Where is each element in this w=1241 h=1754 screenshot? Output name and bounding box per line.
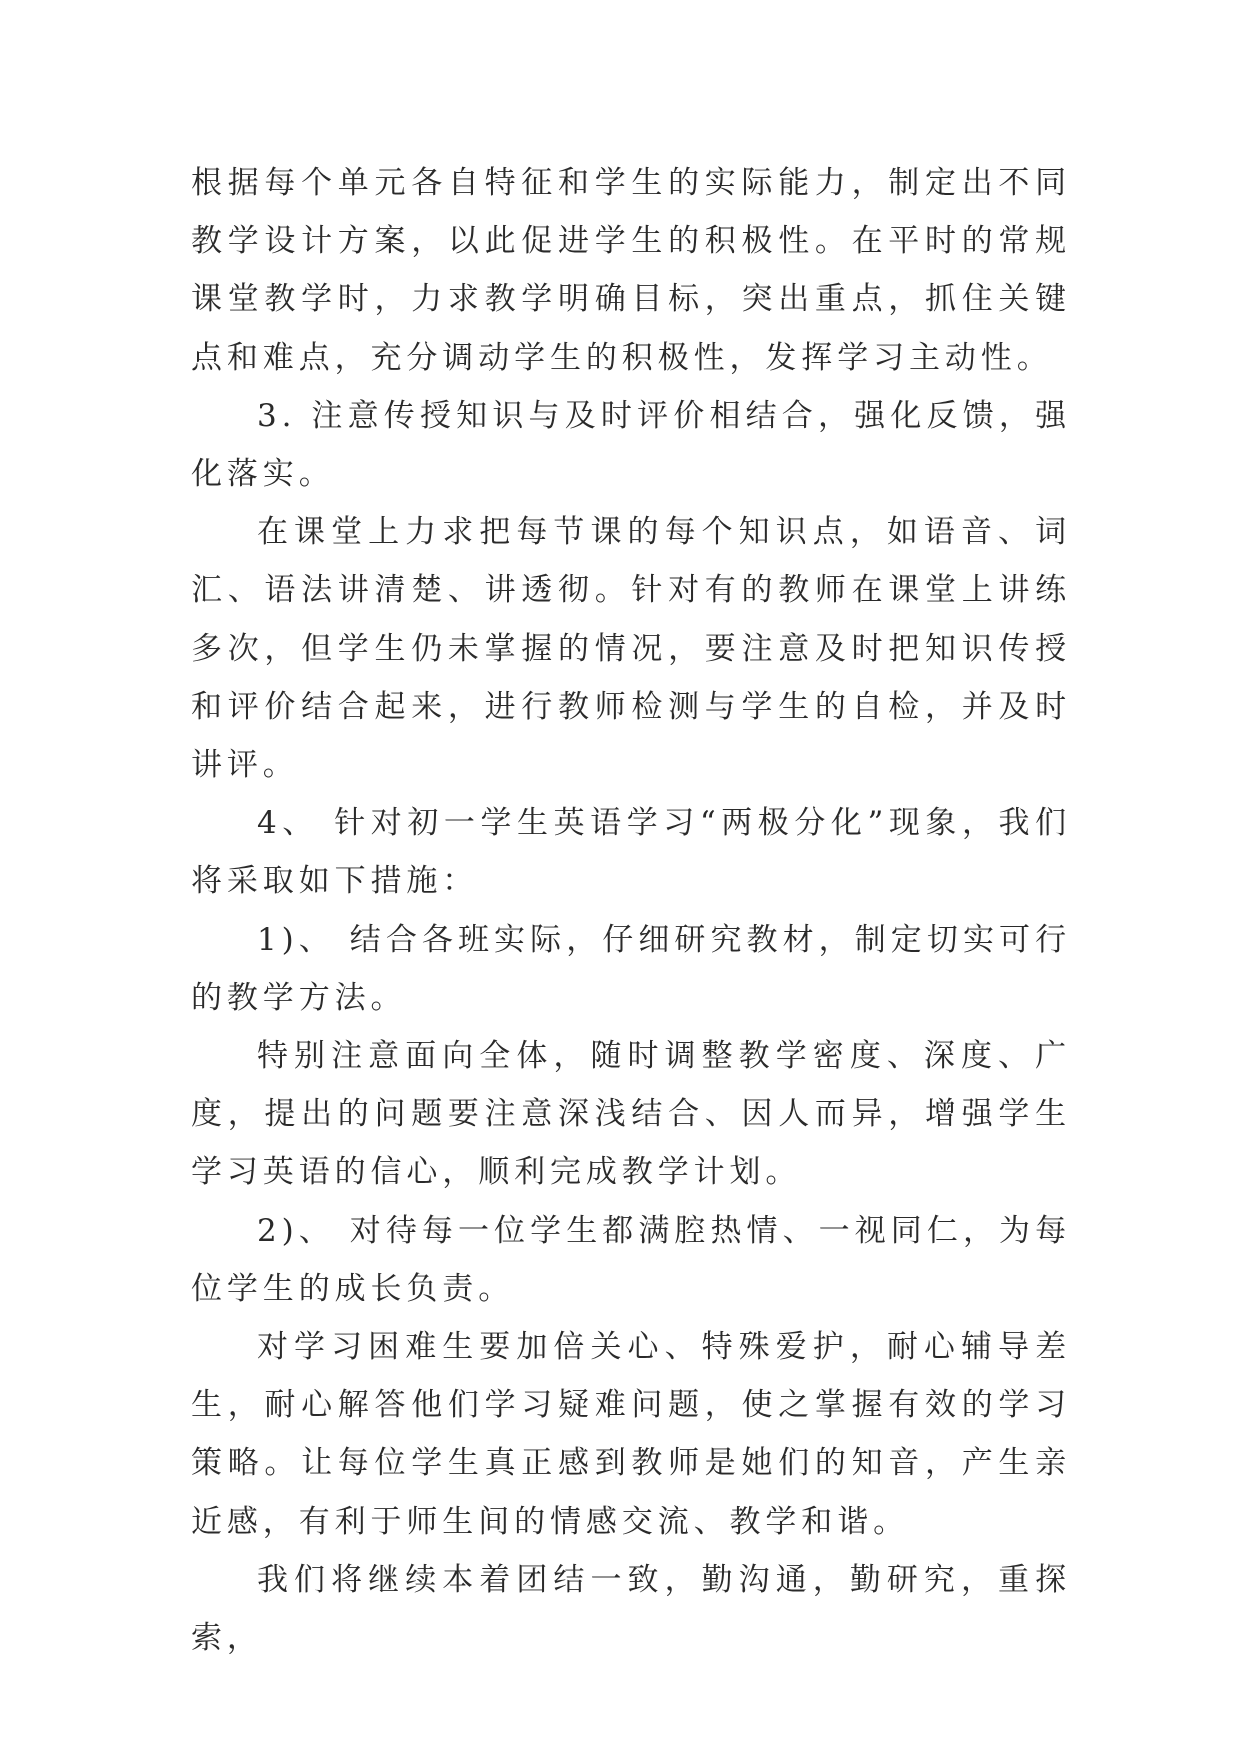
paragraph-measure-2-detail: 对学习困难生要加倍关心、特殊爱护，耐心辅导差生，耐心解答他们学习疑难问题，使之掌握有效的学习策略。让每位学生真正感到教师是她们的知音，产生亲近感，有利于师生间的情感交流、教学和谐。 — [191, 1329, 1071, 1540]
paragraph-classroom-knowledge-points: 在课堂上力求把每节课的每个知识点，如语音、词汇、语法讲清楚、讲透彻。针对有的教师在课堂上讲练多次，但学生仍未掌握的情况，要注意及时把知识传授和评价结合起来，进行教师检测与学生的自检，并及时讲评。 — [191, 514, 1071, 784]
paragraph-closing-continued: 我们将继续本着团结一致，勤沟通，勤研究，重探索， — [191, 1561, 1071, 1657]
paragraph-measure-1-heading: 1)、 结合各班实际，仔细研究教材，制定切实可行的教学方法。 — [191, 921, 1071, 1016]
paragraph-measure-2-heading: 2)、 对待每一位学生都满腔热情、一视同仁，为每位学生的成长负责。 — [191, 1212, 1071, 1307]
paragraph-measure-1-detail: 特别注意面向全体，随时调整教学密度、深度、广度，提出的问题要注意深浅结合、因人而异，增强学生学习英语的信心，顺利完成教学计划。 — [191, 1038, 1071, 1191]
paragraph-teaching-design-continued: 根据每个单元各自特征和学生的实际能力，制定出不同教学设计方案，以此促进学生的积极性。在平时的常规课堂教学时，力求教学明确目标，突出重点，抓住关键点和难点，充分调动学生的积极性，发挥学习主动性。 — [191, 165, 1071, 376]
paragraph-point-3-heading: 3. 注意传授知识与及时评价相结合，强化反馈，强化落实。 — [191, 397, 1071, 493]
document-body — [191, 154, 1071, 1667]
paragraph-point-4-heading: 4、 针对初一学生英语学习“两极分化”现象，我们将采取如下措施： — [191, 805, 1071, 900]
